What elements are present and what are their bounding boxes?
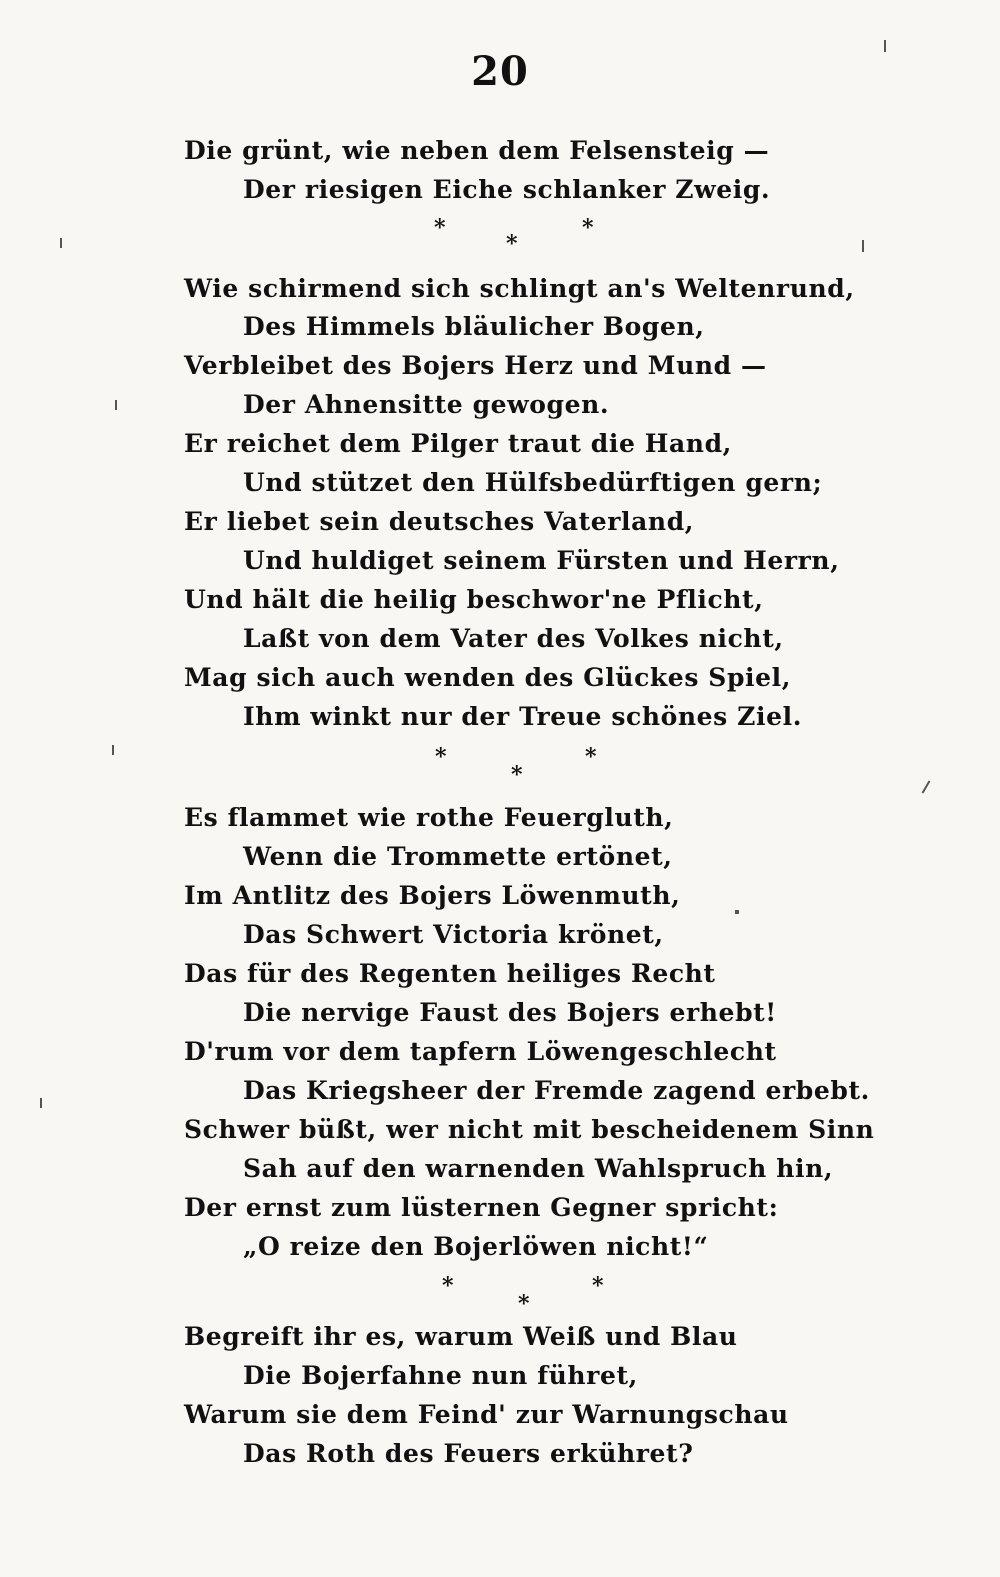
scan-speck <box>112 745 114 755</box>
verse-line: Mag sich auch wenden des Glückes Spiel, <box>184 663 792 692</box>
asterisk: * <box>511 762 523 788</box>
asterism-divider <box>420 215 620 255</box>
verse-line: Der ernst zum lüsternen Gegner spricht: <box>184 1193 779 1222</box>
verse-line: Sah auf den warnenden Wahlspruch hin, <box>243 1154 834 1183</box>
verse-line: Er reichet dem Pilger traut die Hand, <box>184 429 732 458</box>
asterisk: * <box>506 231 518 257</box>
asterisk: * <box>582 215 594 241</box>
verse-line: Die Bojerfahne nun führet, <box>243 1361 638 1390</box>
asterisk: * <box>434 215 446 241</box>
scan-speck <box>922 780 931 793</box>
verse-line: Die grünt, wie neben dem Felsensteig — <box>184 136 770 165</box>
verse-line: Das Roth des Feuers erkühret? <box>243 1439 694 1468</box>
asterisk: * <box>442 1273 454 1299</box>
verse-line: Das für des Regenten heiliges Recht <box>184 959 716 988</box>
verse-line: D'rum vor dem tapfern Löwengeschlecht <box>184 1037 777 1066</box>
verse-line: Und huldiget seinem Fürsten und Herrn, <box>243 546 840 575</box>
asterisk: * <box>585 744 597 770</box>
scan-speck <box>60 238 62 248</box>
asterisk: * <box>518 1291 530 1317</box>
scan-speck <box>884 40 886 52</box>
asterisk: * <box>435 744 447 770</box>
verse-line: Schwer büßt, wer nicht mit bescheidenem Sinn <box>184 1115 875 1144</box>
verse-line: Der riesigen Eiche schlanker Zweig. <box>243 175 771 204</box>
verse-line: Des Himmels bläulicher Bogen, <box>243 312 705 341</box>
asterisk: * <box>592 1273 604 1299</box>
asterism-divider <box>425 744 625 788</box>
verse-line: Warum sie dem Feind' zur Warnungschau <box>184 1400 789 1429</box>
verse-line: Wie schirmend sich schlingt an's Weltenrund, <box>184 274 855 303</box>
verse-line: Das Schwert Victoria krönet, <box>243 920 664 949</box>
scan-speck <box>40 1098 42 1108</box>
verse-line: Und stützet den Hülfsbedürftigen gern; <box>243 468 823 497</box>
scan-speck <box>115 400 117 410</box>
verse-line: Ihm winkt nur der Treue schönes Ziel. <box>243 702 802 731</box>
verse-line: Wenn die Trommette ertönet, <box>243 842 673 871</box>
scan-speck <box>862 240 864 252</box>
verse-line: Er liebet sein deutsches Vaterland, <box>184 507 695 536</box>
verse-line: Die nervige Faust des Bojers erhebt! <box>243 998 777 1027</box>
verse-line: Im Antlitz des Bojers Löwenmuth, <box>184 881 681 910</box>
verse-line: Der Ahnensitte gewogen. <box>243 390 610 419</box>
scan-speck <box>735 910 739 914</box>
page-number: 20 <box>471 48 529 95</box>
asterism-divider <box>432 1273 632 1317</box>
verse-line: Begreift ihr es, warum Weiß und Blau <box>184 1322 738 1351</box>
verse-line: Laßt von dem Vater des Volkes nicht, <box>243 624 784 653</box>
verse-line: Das Kriegsheer der Fremde zagend erbebt. <box>243 1076 870 1105</box>
verse-line: Und hält die heilig beschwor'ne Pflicht, <box>184 585 764 614</box>
verse-line: Es flammet wie rothe Feuergluth, <box>184 803 674 832</box>
verse-line: Verbleibet des Bojers Herz und Mund — <box>184 351 767 380</box>
verse-line: „O reize den Bojerlöwen nicht!“ <box>243 1232 709 1261</box>
